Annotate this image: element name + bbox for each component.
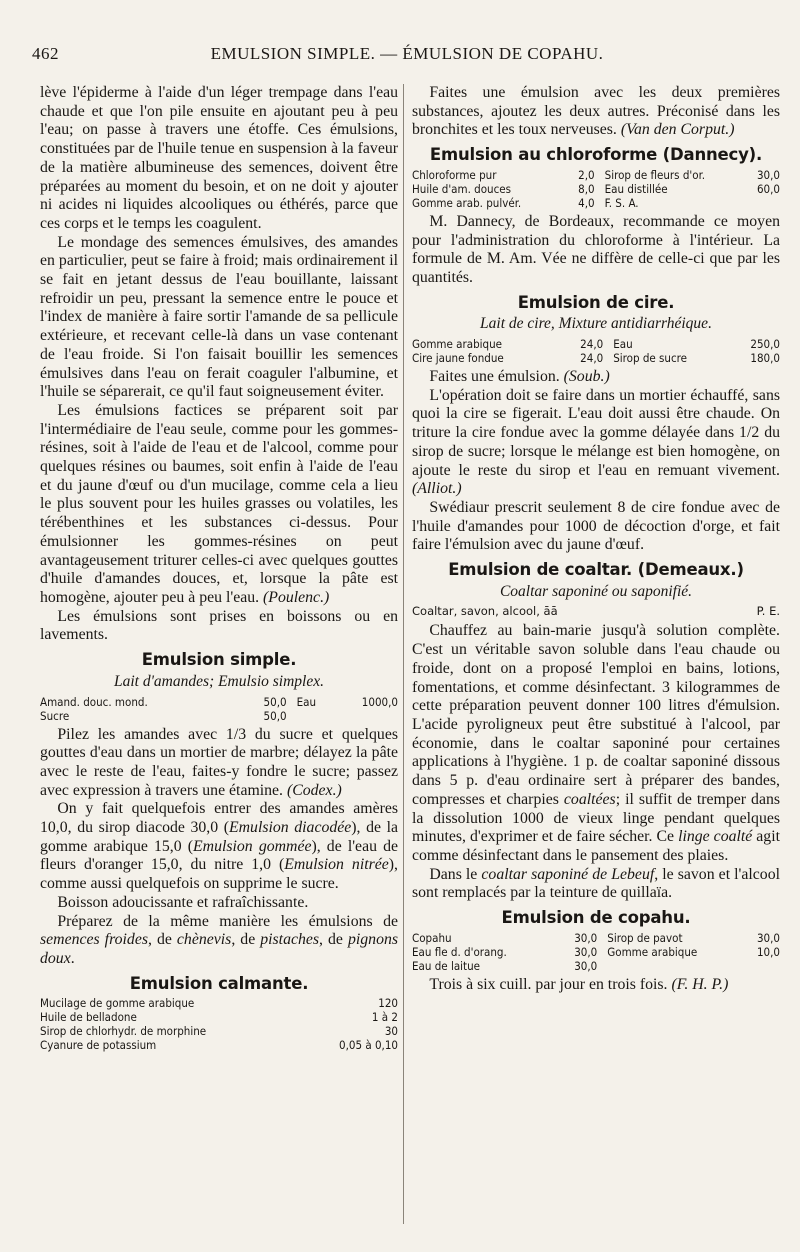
paragraph: M. Dannecy, de Bordeaux, recommande ce moyen pour l'administration du chloroforme à l'intérieur. La formule de M. Am. Vée ne diffère de celle-ci que par les quantités. — [412, 212, 780, 286]
section-title: Emulsion calmante. — [129, 973, 309, 993]
paragraph: L'opération doit se faire dans un mortier échauffé, sans quoi la cire se figerait. L'eau doit aussi être chaude. On triture la cire fondue avec la gomme délayée dans 1/2 du sirop de sucre; lorsque le mélange est bien homogène, on ajoute le reste du sirop et l'eau en remuant vivement. (Alliot.) — [412, 386, 780, 498]
recipe-row: Mucilage de gomme arabique 120 — [40, 996, 398, 1011]
paragraph: Les émulsions sont prises en boissons ou en lavements. — [40, 607, 398, 644]
section-title: Emulsion au chloroforme (Dannecy). — [429, 145, 763, 165]
section-subtitle: Lait de cire, Mixture antidiarrhéique. — [480, 315, 712, 333]
recipe-row: Sirop de chlorhydr. de morphine 30 — [40, 1024, 398, 1039]
paragraph: Faites une émulsion. (Soub.) — [429, 368, 610, 386]
section-title: Emulsion de coaltar. (Demeaux.) — [448, 560, 744, 580]
paragraph: Dans le coaltar saponiné de Lebeuf, le savon et l'alcool sont remplacés par la teinture de quillaïa. — [412, 865, 780, 902]
citation: (Poulenc.) — [263, 588, 330, 606]
recipe-row: Huile d'am. douces 8,0 Eau distillée 60,0 — [412, 181, 780, 196]
paragraph: Chauffez au bain-marie jusqu'à solution complète. C'est un véritable savon soluble dans l'eau chaude ou froide, dont on a proposé l'emploi en bains, lotions, fomentations, et comme désinfectant. 3 kilogrammes de cette préparation peuvent donner 100 litres d'émulsion. L'acide pyroligneux peut être substitué à l'alcool, par économie, dans le coaltar saponiné pour certaines applications à l'hygiène. 1 p. de coaltar saponiné dissous dans 5 p. d'eau ordinaire sert à préparer des bandes, compresses et charpies coaltées; il suffit de tremper dans la dissolution 1000 de vieux linge pendant quelques minutes, d'exprimer et de faire sécher. Ce linge coalté agit comme désinfectant dans le pansement des plaies. — [412, 622, 780, 864]
section-subtitle: Lait d'amandes; Emulsio simplex. — [114, 672, 324, 690]
paragraph: Préparez de la même manière les émulsions de semences froides, de chènevis, de pistaches, de pignons doux. — [40, 912, 399, 967]
section-subtitle: Coaltar saponiné ou saponifié. — [499, 582, 693, 600]
recipe-table — [40, 996, 398, 1052]
paragraph: Pilez les amandes avec 1/3 du sucre et quelques gouttes d'eau dans un mortier de marbre; délayez la pâte avec le reste de l'eau, faites-y fondre le sucre; passez avec expression à travers une étamine. (Codex.) — [40, 725, 398, 799]
section-title: Emulsion simple. — [141, 650, 297, 670]
recipe-row: Cyanure de potassium 0,05 à 0,10 — [40, 1038, 398, 1053]
recipe-table — [412, 931, 780, 973]
section-title: Emulsion de cire. — [517, 292, 675, 312]
running-title: EMULSION SIMPLE. — ÉMULSION DE COPAHU. — [210, 44, 604, 63]
column-rule — [403, 84, 404, 1224]
recipe-row: Eau fle d. d'orang. 30,0 Gomme arabique 10,0 — [412, 944, 780, 959]
left-column — [40, 84, 398, 1055]
recipe-row: Huile de belladone 1 à 2 — [40, 1010, 398, 1025]
recipe-row: Amand. douc. mond. 50,0 Eau 1000,0 — [40, 694, 398, 709]
right-column — [412, 84, 780, 994]
recipe-row: Copahu 30,0 Sirop de pavot 30,0 — [412, 930, 780, 945]
paragraph: On y fait quelquefois entrer des amandes amères 10,0, du sirop diacode 30,0 (Emulsion diacodée), de la gomme arabique 15,0 (Emulsion gommée), de l'eau de fleurs d'oranger 15,0, du nitre 1,0 (Emulsion nitrée), comme aussi quelquefois on supprime le sucre. — [40, 800, 399, 893]
recipe-row: Cire jaune fondue 24,0 Sirop de sucre 180,0 — [412, 351, 780, 366]
citation: (Codex.) — [286, 781, 342, 799]
page-number: 462 — [32, 44, 59, 63]
citation: (Soub.) — [563, 368, 610, 386]
section-title: Emulsion de copahu. — [501, 908, 691, 928]
recipe-row: Gomme arabique 24,0 Eau 250,0 — [412, 337, 780, 352]
citation: (Van den Corput.) — [620, 121, 735, 139]
paragraph: Les émulsions factices se préparent soit par l'intermédiaire de l'eau seule, comme pour les gommes-résines, soit à l'aide de l'eau et de l'alcool, comme pour quelques résines ou baumes, soit enfin à l'aide de l'eau et du jaune d'œuf ou d'un mucilage, comme cela a lieu le plus souvent pour les huiles grasses ou volatiles, les térébenthines et les substances ci-dessus. Pour émulsionner les gommes-résines on peut avantageusement triturer celles-ci avec quelques gouttes d'huile d'amandes douces, et, lorsque la pâte est homogène, ajouter peu à peu l'eau. (Poulenc.) — [40, 401, 398, 606]
recipe-row: Gomme arab. pulvér. 4,0 F. S. A. — [412, 195, 639, 210]
recipe-table — [40, 695, 398, 723]
recipe-table — [412, 337, 780, 365]
recipe-row: Eau de laitue 30,0 — [412, 958, 598, 973]
citation: (Alliot.) — [412, 480, 462, 498]
paragraph: Trois à six cuill. par jour en trois fois. (F. H. P.) — [429, 975, 729, 993]
paragraph: Faites une émulsion avec les deux premières substances, ajoutez les deux autres. Préconisé dans les bronchites et les toux nerveuses. (Van den Corput.) — [412, 84, 780, 139]
recipe-table — [412, 168, 780, 210]
paragraph: Boisson adoucissante et rafraîchissante. — [57, 893, 309, 911]
paragraph: Swédiaur prescrit seulement 8 de cire fondue avec de l'huile d'amandes pour 1000 de décoction d'orge, et fait faire l'émulsion avec du jaune d'œuf. — [412, 498, 780, 554]
paragraph: Le mondage des semences émulsives, des amandes en particulier, peut se faire à froid; mais ordinairement il se fait en jetant dessus de l'eau bouillante, laissant refroidir un peu, pressant la semence entre le pouce et l'index de manière à faire sortir l'amande de sa pellicule extérieure, et recevant celle-là dans un vase contenant de l'eau froide. Si l'on faisait bouillir les semences émulsives dans l'eau on ferait coaguler l'albumine, et l'huile se séparerait, ce qu'il faut soigneusement éviter. — [40, 233, 398, 401]
recipe-row: Sucre 50,0 — [40, 708, 287, 723]
citation: (F. H. P.) — [671, 975, 729, 993]
recipe-row: Chloroforme pur 2,0 Sirop de fleurs d'or. 30,0 — [412, 167, 780, 182]
paragraph: lève l'épiderme à l'aide d'un léger trempage dans l'eau chaude et que l'on pile ensuite en ajoutant peu à peu l'eau; on passe à travers une étoffe. Ces émulsions, constituées par de l'huile tenue en suspension à la faveur de la matière albumineuse des semences, doivent être préparées au moment du besoin, et on ne doit y ajouter ni acides ni liquides alcooliques ou éthérés, parce que ces corps et le temps les coagulent. — [40, 84, 398, 232]
page-header — [32, 44, 782, 68]
recipe-line: Coaltar, savon, alcool, āā P. E. — [412, 604, 780, 619]
